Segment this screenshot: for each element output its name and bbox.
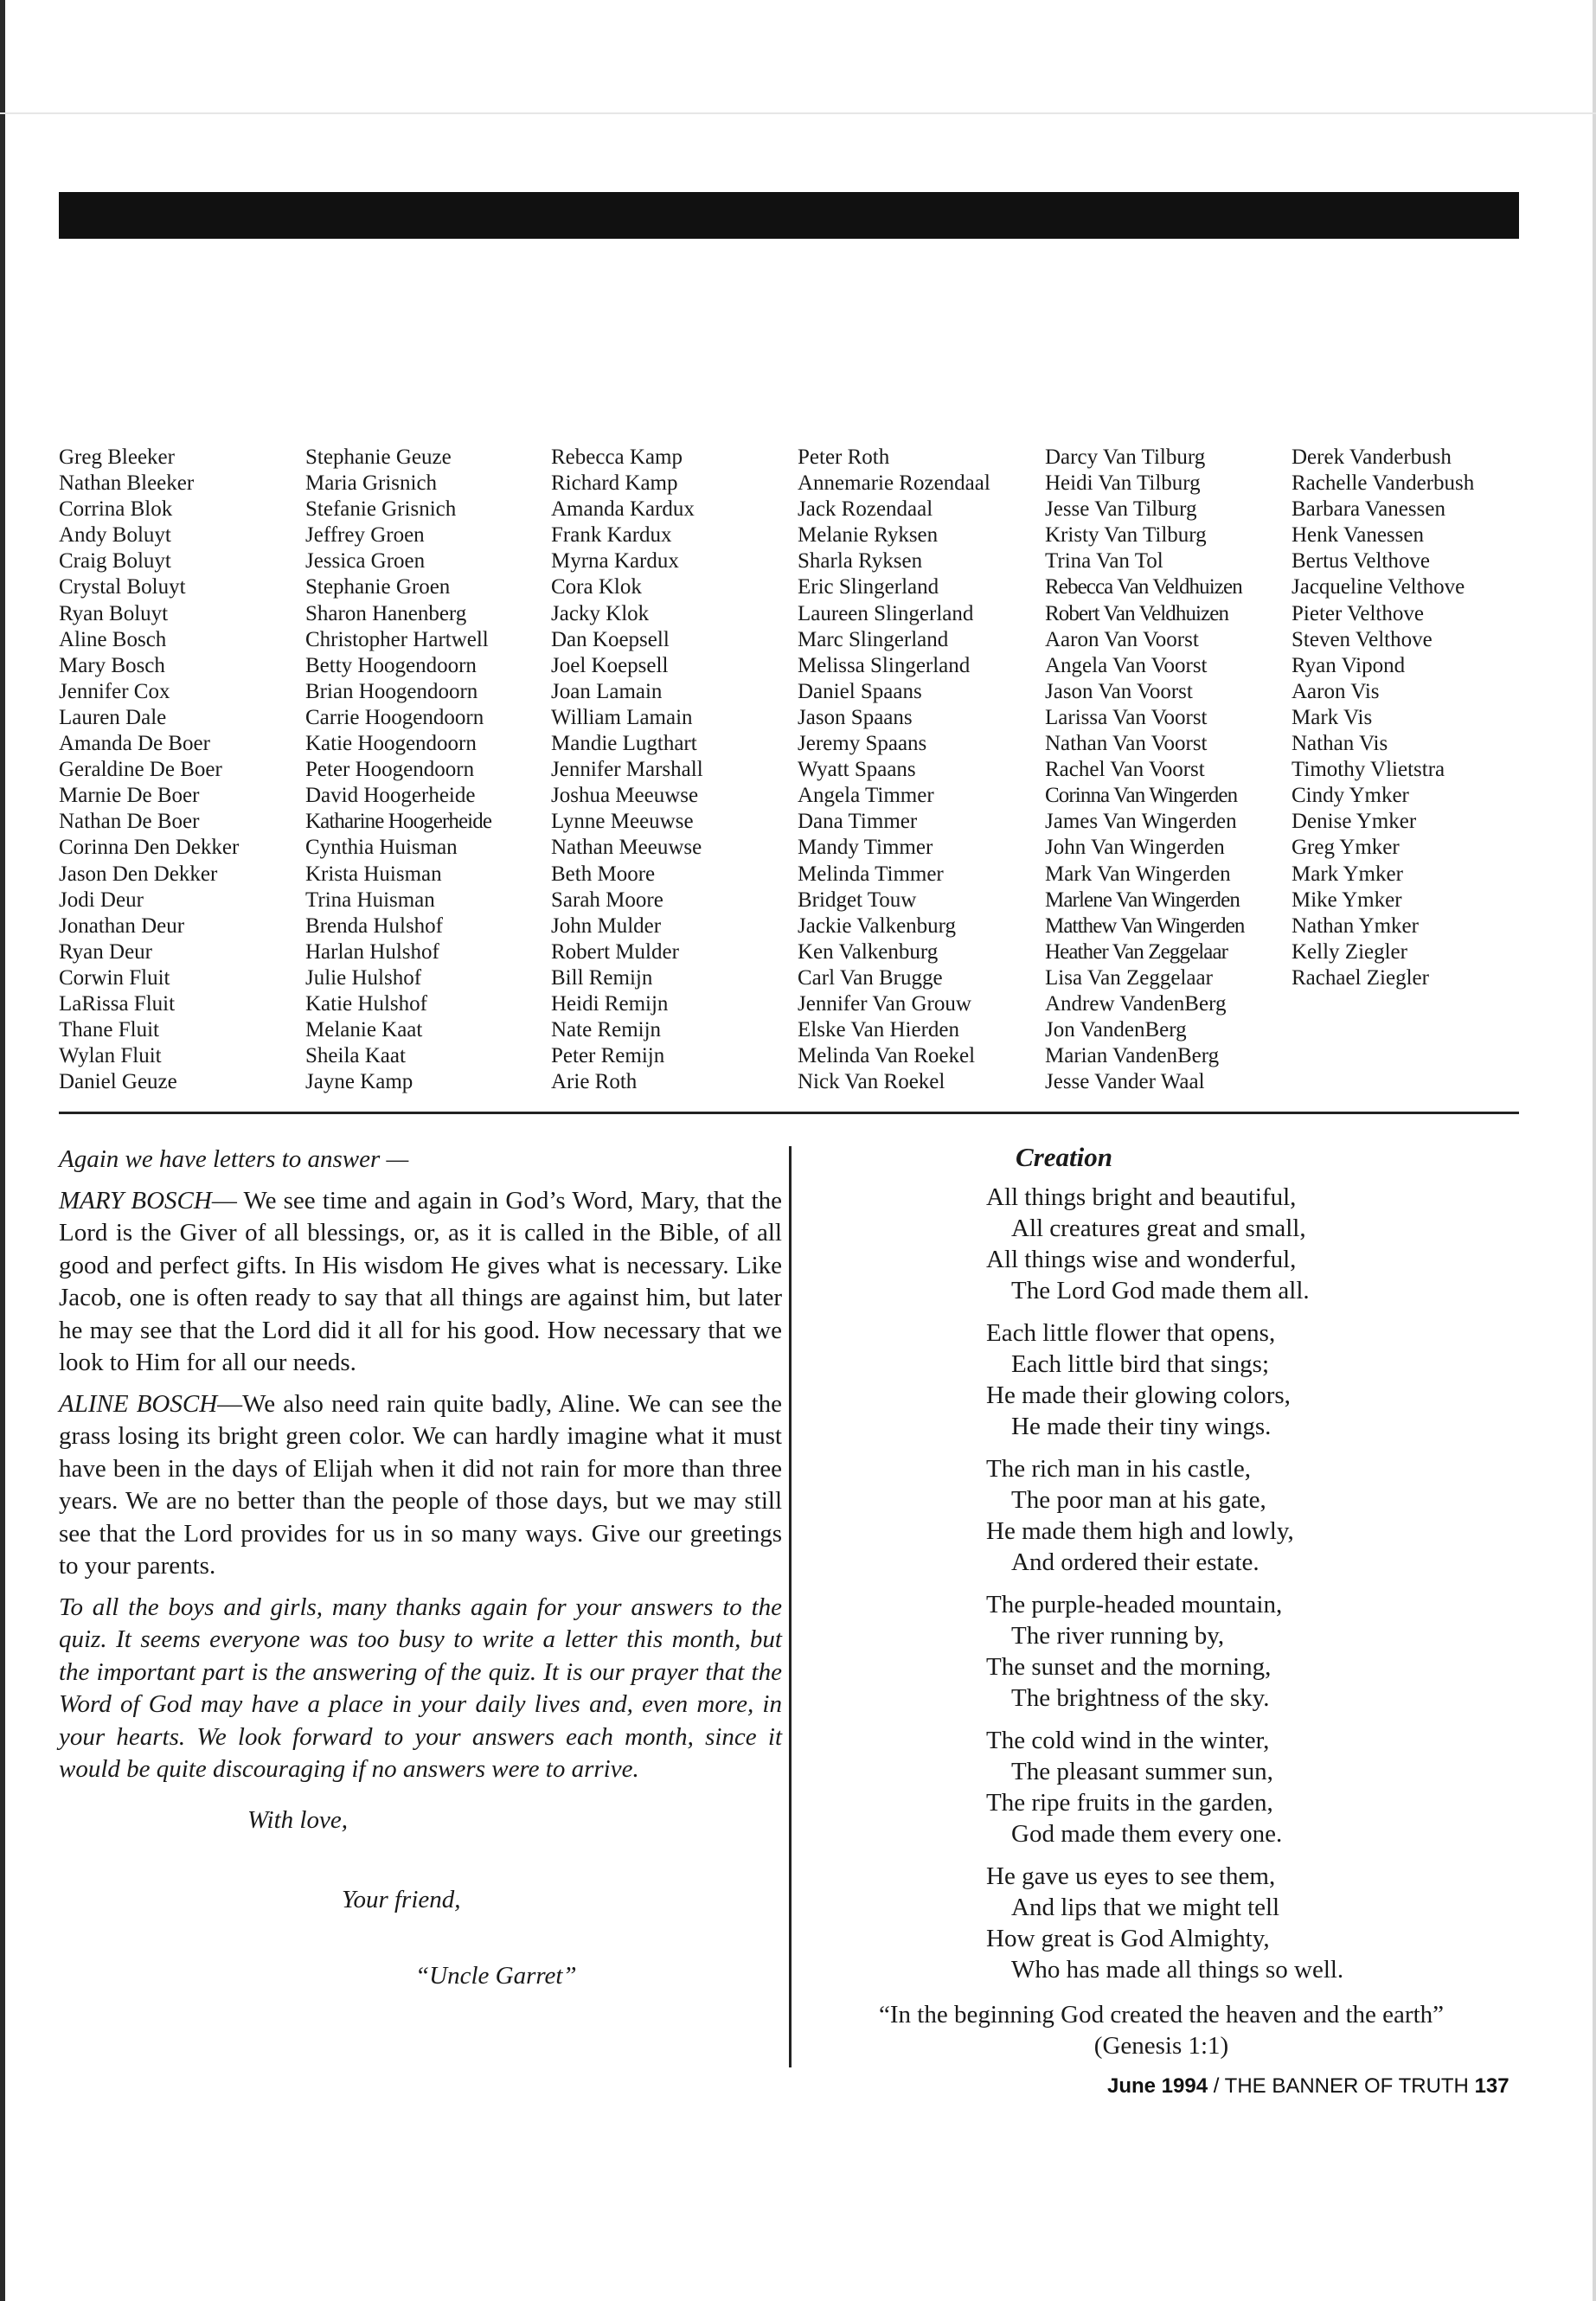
names-list xyxy=(59,445,1529,1102)
student-name: Mandie Lugthart xyxy=(551,732,697,756)
student-name: Corinna Den Dekker xyxy=(59,836,240,860)
student-name: Richard Kamp xyxy=(551,471,678,496)
student-name: Corrina Blok xyxy=(59,497,173,522)
header-banner xyxy=(59,192,1519,239)
student-name: Jacqueline Velthove xyxy=(1292,575,1465,599)
student-name: Darcy Van Tilburg xyxy=(1045,445,1206,469)
poem-line: He made their tiny wings. xyxy=(1011,1413,1272,1440)
student-name: Brian Hoogendoorn xyxy=(305,679,478,703)
student-name: Ryan Deur xyxy=(59,939,152,964)
student-name: Amanda Kardux xyxy=(551,497,695,522)
student-name: Jackie Valkenburg xyxy=(798,913,957,938)
student-name: Carrie Hoogendoorn xyxy=(305,705,484,729)
student-name: Wylan Fluit xyxy=(59,1044,162,1068)
student-name: Daniel Spaans xyxy=(798,679,922,703)
student-name: John Mulder xyxy=(551,913,662,938)
student-name: Kristy Van Tilburg xyxy=(1045,523,1207,548)
student-name: Derek Vanderbush xyxy=(1292,445,1452,469)
student-name: Heidi Van Tilburg xyxy=(1045,471,1201,496)
student-name: Jayne Kamp xyxy=(305,1070,413,1094)
student-name: Timothy Vlietstra xyxy=(1292,758,1445,782)
student-name: Corinna Van Wingerden xyxy=(1045,784,1238,808)
student-name: Katie Hulshof xyxy=(305,991,427,1016)
student-name: Nate Remijn xyxy=(551,1018,662,1042)
student-name: Melinda Timmer xyxy=(798,862,944,886)
names-column-2 xyxy=(305,445,491,1095)
verse-text: “In the beginning God created the heaven and the earth” xyxy=(878,2001,1444,2029)
page-left-edge xyxy=(0,0,5,2301)
student-name: Peter Roth xyxy=(798,445,890,469)
page-right-edge xyxy=(1593,0,1596,2301)
poem-line: The Lord God made them all. xyxy=(1011,1277,1310,1304)
student-name: Jason Van Voorst xyxy=(1045,679,1193,703)
student-name: Sheila Kaat xyxy=(305,1044,406,1068)
student-name: Krista Huisman xyxy=(305,862,442,886)
poem-line: The cold wind in the winter, xyxy=(986,1727,1270,1754)
student-name: David Hoogerheide xyxy=(305,784,476,808)
student-name: Marlene Van Wingerden xyxy=(1045,888,1240,912)
student-name: Rebecca Kamp xyxy=(551,445,683,469)
student-name: Denise Ymker xyxy=(1292,810,1417,834)
student-name: Dan Koepsell xyxy=(551,627,670,651)
student-name: Elske Van Hierden xyxy=(798,1018,959,1042)
student-name: Rebecca Van Veldhuizen xyxy=(1045,575,1242,599)
student-name: Frank Kardux xyxy=(551,523,672,548)
poem-line: All things bright and beautiful, xyxy=(986,1183,1297,1211)
student-name: Amanda De Boer xyxy=(59,732,210,756)
student-name: Beth Moore xyxy=(551,862,656,886)
student-name: Mark Van Wingerden xyxy=(1045,862,1231,886)
student-name: Nathan Bleeker xyxy=(59,471,195,496)
poem-line: All things wise and wonderful, xyxy=(986,1246,1297,1273)
student-name: Peter Hoogendoorn xyxy=(305,758,475,782)
student-name: Robert Van Veldhuizen xyxy=(1045,601,1229,625)
footer-separator: / xyxy=(1208,2074,1225,2098)
poem-line: Each little bird that sings; xyxy=(1011,1350,1270,1378)
names-column-3 xyxy=(551,445,703,1095)
student-name: Mary Bosch xyxy=(59,653,165,677)
student-name: Jessica Groen xyxy=(305,549,426,574)
names-column-6 xyxy=(1292,445,1474,991)
student-name: Henk Vanessen xyxy=(1292,523,1424,548)
student-name: Trina Huisman xyxy=(305,888,435,912)
student-name: Sarah Moore xyxy=(551,888,663,912)
student-name: Marnie De Boer xyxy=(59,784,200,808)
student-name: Harlan Hulshof xyxy=(305,939,439,964)
student-name: John Van Wingerden xyxy=(1045,836,1225,860)
student-name: Eric Slingerland xyxy=(798,575,939,599)
verse-reference: (Genesis 1:1) xyxy=(1093,2032,1229,2060)
poem-line: Who has made all things so well. xyxy=(1011,1956,1344,1984)
student-name: Mark Vis xyxy=(1292,705,1373,729)
letter-aline xyxy=(59,1388,782,1583)
student-name: William Lamain xyxy=(551,705,693,729)
student-name: Betty Hoogendoorn xyxy=(305,653,477,677)
student-name: Barbara Vanessen xyxy=(1292,497,1445,522)
poem-stanza xyxy=(986,1861,1505,1985)
student-name: Nathan Ymker xyxy=(1292,913,1419,938)
student-name: Myrna Kardux xyxy=(551,549,679,574)
student-name: Marian VandenBerg xyxy=(1045,1044,1220,1068)
student-name: Melanie Kaat xyxy=(305,1018,423,1042)
poem-stanzas xyxy=(986,1182,1505,1985)
footer-page-number: 137 xyxy=(1474,2074,1509,2098)
student-name: Bill Remijn xyxy=(551,965,653,990)
student-name: Craig Boluyt xyxy=(59,549,171,574)
column-divider xyxy=(789,1146,792,2067)
student-name: Heidi Remijn xyxy=(551,991,669,1016)
student-name: Joan Lamain xyxy=(551,679,663,703)
student-name: Jodi Deur xyxy=(59,888,144,912)
student-name: Nathan Vis xyxy=(1292,732,1388,756)
names-column-4 xyxy=(798,445,990,1095)
student-name: Stephanie Geuze xyxy=(305,445,452,469)
student-name: Joshua Meeuwse xyxy=(551,784,699,808)
student-name: Thane Fluit xyxy=(59,1018,159,1042)
poem-line: Each little flower that opens, xyxy=(986,1319,1276,1347)
student-name: Annemarie Rozendaal xyxy=(798,471,990,496)
student-name: Christopher Hartwell xyxy=(305,627,489,651)
student-name: Jennifer Cox xyxy=(59,679,170,703)
student-name: Greg Ymker xyxy=(1292,836,1400,860)
poem-line: He made their glowing colors, xyxy=(986,1381,1291,1409)
letter-section xyxy=(59,1144,782,1795)
student-name: Melanie Ryksen xyxy=(798,523,939,548)
student-name: Peter Remijn xyxy=(551,1044,665,1068)
student-name: Robert Mulder xyxy=(551,939,679,964)
student-name: Sharon Hanenberg xyxy=(305,601,467,625)
with-love: With love, xyxy=(247,1806,348,1834)
student-name: Jonathan Deur xyxy=(59,913,185,938)
student-name: Rachel Van Voorst xyxy=(1045,758,1205,782)
student-name: Lynne Meeuwse xyxy=(551,810,694,834)
student-name: Ryan Boluyt xyxy=(59,601,169,625)
student-name: Nathan Meeuwse xyxy=(551,836,702,860)
page-footer xyxy=(1107,2074,1509,2099)
student-name: Lisa Van Zeggelaar xyxy=(1045,965,1213,990)
student-name: Jeffrey Groen xyxy=(305,523,425,548)
poem-line: How great is God Almighty, xyxy=(986,1925,1270,1952)
letter-intro: Again we have letters to answer — xyxy=(59,1145,409,1173)
poem-creation xyxy=(986,1142,1505,1997)
poem-line: The ripe fruits in the garden, xyxy=(986,1789,1273,1817)
aline-text: —We also need rain quite badly, Aline. We can see the grass losing its bright green color. We can hardly imagine what it must have been in the days of Elijah when it did not rain for more than three years. We are no better than the people of those days, but we may still see that the Lord provides for us in so many ways. Give our greetings to your parents. xyxy=(59,1389,783,1580)
student-name: Angela Timmer xyxy=(798,784,934,808)
poem-line: The brightness of the sky. xyxy=(1011,1684,1270,1712)
student-name: Larissa Van Voorst xyxy=(1045,705,1208,729)
student-name: Marc Slingerland xyxy=(798,627,949,651)
student-name: Wyatt Spaans xyxy=(798,758,916,782)
student-name: Mark Ymker xyxy=(1292,862,1403,886)
student-name: Aaron Van Voorst xyxy=(1045,627,1199,651)
poem-line: God made them every one. xyxy=(1011,1820,1283,1848)
student-name: Laureen Slingerland xyxy=(798,601,974,625)
mary-name: MARY BOSCH xyxy=(59,1186,212,1215)
scripture-verse xyxy=(804,1999,1518,2061)
student-name: Jesse Van Tilburg xyxy=(1045,497,1197,522)
signature: “Uncle Garret” xyxy=(415,1962,577,1990)
student-name: Mike Ymker xyxy=(1292,888,1402,912)
poem-line: He made them high and lowly, xyxy=(986,1517,1294,1545)
student-name: Rachael Ziegler xyxy=(1292,965,1429,990)
student-name: Jason Spaans xyxy=(798,705,913,729)
student-name: Melinda Van Roekel xyxy=(798,1044,976,1068)
student-name: Jennifer Van Grouw xyxy=(798,991,971,1016)
student-name: Andrew VandenBerg xyxy=(1045,991,1227,1016)
your-friend: Your friend, xyxy=(342,1886,461,1913)
student-name: Andy Boluyt xyxy=(59,523,171,548)
footer-publication: THE BANNER OF TRUTH xyxy=(1224,2074,1469,2098)
student-name: Ken Valkenburg xyxy=(798,939,939,964)
student-name: Nathan Van Voorst xyxy=(1045,732,1208,756)
student-name: Cindy Ymker xyxy=(1292,784,1409,808)
student-name: Bertus Velthove xyxy=(1292,549,1430,574)
poem-line: The pleasant summer sun, xyxy=(1011,1758,1273,1785)
poem-line: The poor man at his gate, xyxy=(1011,1486,1266,1514)
student-name: Ryan Vipond xyxy=(1292,653,1406,677)
student-name: Angela Van Voorst xyxy=(1045,653,1208,677)
poem-line: The river running by, xyxy=(1011,1622,1225,1650)
student-name: Greg Bleeker xyxy=(59,445,175,469)
student-name: Cora Klok xyxy=(551,575,642,599)
student-name: Geraldine De Boer xyxy=(59,758,222,782)
student-name: Lauren Dale xyxy=(59,705,167,729)
student-name: Matthew Van Wingerden xyxy=(1045,913,1245,938)
student-name: Heather Van Zeggelaar xyxy=(1045,939,1228,964)
student-name: Katharine Hoogerheide xyxy=(305,810,492,834)
student-name: Jeremy Spaans xyxy=(798,732,927,756)
student-name: Melissa Slingerland xyxy=(798,653,971,677)
student-name: Aaron Vis xyxy=(1292,679,1380,703)
aline-name: ALINE BOSCH xyxy=(59,1389,218,1418)
student-name: Pieter Velthove xyxy=(1292,601,1424,625)
poem-line: He gave us eyes to see them, xyxy=(986,1862,1276,1890)
student-name: Dana Timmer xyxy=(798,810,918,834)
student-name: Trina Van Tol xyxy=(1045,549,1163,574)
student-name: Stefanie Grisnich xyxy=(305,497,457,522)
student-name: Arie Roth xyxy=(551,1070,638,1094)
student-name: Maria Grisnich xyxy=(305,471,438,496)
poem-line: And ordered their estate. xyxy=(1011,1548,1259,1576)
student-name: Bridget Touw xyxy=(798,888,917,912)
poem-stanza xyxy=(986,1182,1505,1306)
footer-date: June 1994 xyxy=(1107,2074,1208,2098)
student-name: Jason Den Dekker xyxy=(59,862,218,886)
poem-line: The sunset and the morning, xyxy=(986,1653,1272,1681)
student-name: Nick Van Roekel xyxy=(798,1070,945,1094)
student-name: Julie Hulshof xyxy=(305,965,422,990)
student-name: Jesse Vander Waal xyxy=(1045,1070,1205,1094)
section-divider xyxy=(59,1112,1519,1114)
poem-line: All creatures great and small, xyxy=(1011,1215,1306,1242)
student-name: LaRissa Fluit xyxy=(59,991,176,1016)
poem-stanza xyxy=(986,1453,1505,1578)
student-name: Jacky Klok xyxy=(551,601,650,625)
student-name: Stephanie Groen xyxy=(305,575,451,599)
student-name: Mandy Timmer xyxy=(798,836,933,860)
student-name: Steven Velthove xyxy=(1292,627,1433,651)
student-name: Joel Koepsell xyxy=(551,653,669,677)
mary-text: — We see time and again in God’s Word, Mary, that the Lord is the Giver of all blessings, or, as it is called in the Bible, of all good and perfect gifts. In His wisdom He gives what is necessary. Like Jacob, one is often ready to say that all things are against him, but later he may see that the Lord did it all for his good. How necessary that we look to Him for all our needs. xyxy=(59,1186,783,1376)
poem-line: The rich man in his castle, xyxy=(986,1455,1252,1483)
names-column-5 xyxy=(1045,445,1245,1095)
letter-closing: To all the boys and girls, many thanks again for your answers to the quiz. It seems everyone was too busy to write a letter this month, but the important part is the answering of the quiz. It is our prayer that the Word of God may have a place in your daily lives and, even more, in your hearts. We look forward to your answers each month, since it would be quite discouraging if no answers were to arrive. xyxy=(59,1593,782,1783)
student-name: Rachelle Vanderbush xyxy=(1292,471,1475,496)
student-name: Jon VandenBerg xyxy=(1045,1018,1187,1042)
poem-stanza xyxy=(986,1589,1505,1714)
poem-line: And lips that we might tell xyxy=(1011,1894,1280,1921)
student-name: Crystal Boluyt xyxy=(59,575,186,599)
page-top-line xyxy=(0,112,1596,114)
student-name: Corwin Fluit xyxy=(59,965,170,990)
poem-title: Creation xyxy=(1016,1142,1112,1172)
student-name: Nathan De Boer xyxy=(59,810,200,834)
student-name: Kelly Ziegler xyxy=(1292,939,1407,964)
student-name: Katie Hoogendoorn xyxy=(305,732,477,756)
names-column-1 xyxy=(59,445,239,1095)
letter-mary xyxy=(59,1185,782,1380)
poem-line: The purple-headed mountain, xyxy=(986,1591,1283,1618)
student-name: Sharla Ryksen xyxy=(798,549,923,574)
student-name: Daniel Geuze xyxy=(59,1070,177,1094)
student-name: Aline Bosch xyxy=(59,627,167,651)
student-name: James Van Wingerden xyxy=(1045,810,1237,834)
student-name: Brenda Hulshof xyxy=(305,913,443,938)
student-name: Jack Rozendaal xyxy=(798,497,933,522)
poem-stanza xyxy=(986,1725,1505,1849)
student-name: Cynthia Huisman xyxy=(305,836,458,860)
student-name: Jennifer Marshall xyxy=(551,758,703,782)
student-name: Carl Van Brugge xyxy=(798,965,943,990)
poem-stanza xyxy=(986,1317,1505,1442)
